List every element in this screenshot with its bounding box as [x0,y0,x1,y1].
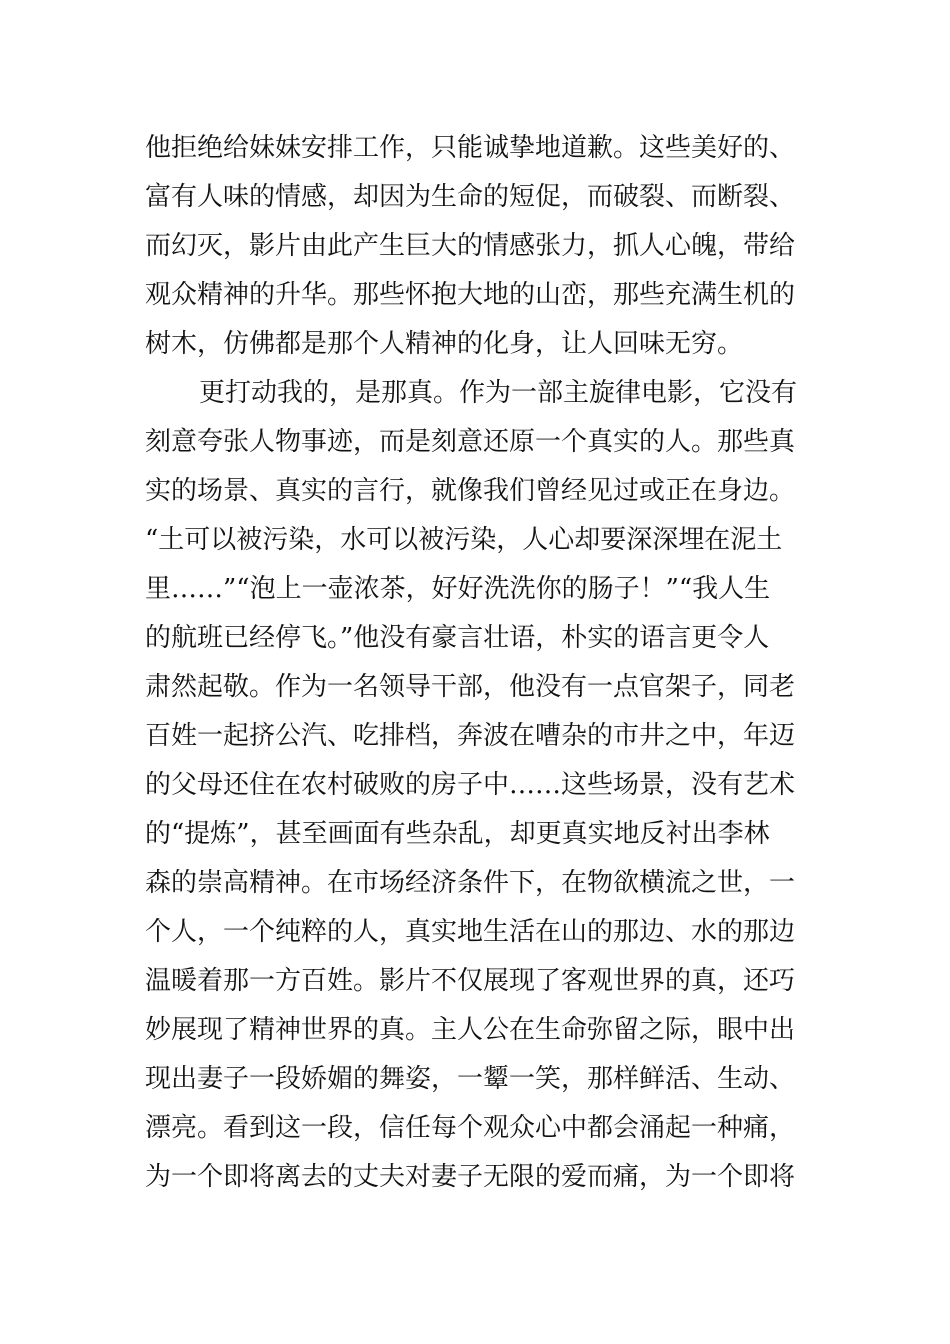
text-line: 的父母还住在农村破败的房子中……这些场景，没有艺术 [145,770,796,800]
text-line: 为一个即将离去的丈夫对妻子无限的爱而痛，为一个即将 [145,1162,796,1192]
paragraph-start-line: 更打动我的，是那真。作为一部主旋律电影，它没有 [199,378,798,408]
text-line: 而幻灭，影片由此产生巨大的情感张力，抓人心魄，带给 [145,231,796,261]
text-line: 富有人味的情感，却因为生命的短促，而破裂、而断裂、 [145,182,796,212]
text-line: 刻意夸张人物事迹，而是刻意还原一个真实的人。那些真 [145,427,796,457]
text-line: 百姓一起挤公汽、吃排档，奔波在嘈杂的市井之中，年迈 [145,721,796,751]
text-line: 森的崇高精神。在市场经济条件下，在物欲横流之世，一 [145,868,796,898]
text-line: 树木，仿佛都是那个人精神的化身，让人回味无穷。 [145,329,744,359]
text-line: 妙展现了精神世界的真。主人公在生命弥留之际，眼中出 [145,1015,796,1045]
text-line: “土可以被污染，水可以被污染，人心却要深深埋在泥土 [145,525,783,555]
body-text [145,124,810,1202]
text-line: 的航班已经停飞。”他没有豪言壮语，朴实的语言更令人 [145,623,770,653]
text-line: 观众精神的升华。那些怀抱大地的山峦，那些充满生机的 [145,280,796,310]
text-line: 温暖着那一方百姓。影片不仅展现了客观世界的真，还巧 [145,966,796,996]
text-line: 的“提炼”，甚至画面有些杂乱，却更真实地反衬出李林 [145,819,770,849]
text-line: 现出妻子一段娇媚的舞姿，一颦一笑，那样鲜活、生动、 [145,1064,796,1094]
text-line: 肃然起敬。作为一名领导干部，他没有一点官架子，同老 [145,672,796,702]
text-line: 漂亮。看到这一段，信任每个观众心中都会涌起一种痛， [145,1113,796,1143]
text-line: 里……”“泡上一壶浓茶，好好洗洗你的肠子！”“我人生 [145,574,771,604]
text-line: 他拒绝给妹妹安排工作，只能诚挚地道歉。这些美好的、 [145,133,796,163]
text-line: 实的场景、真实的言行，就像我们曾经见过或正在身边。 [145,476,796,506]
text-line: 个人，一个纯粹的人，真实地生活在山的那边、水的那边 [145,917,796,947]
